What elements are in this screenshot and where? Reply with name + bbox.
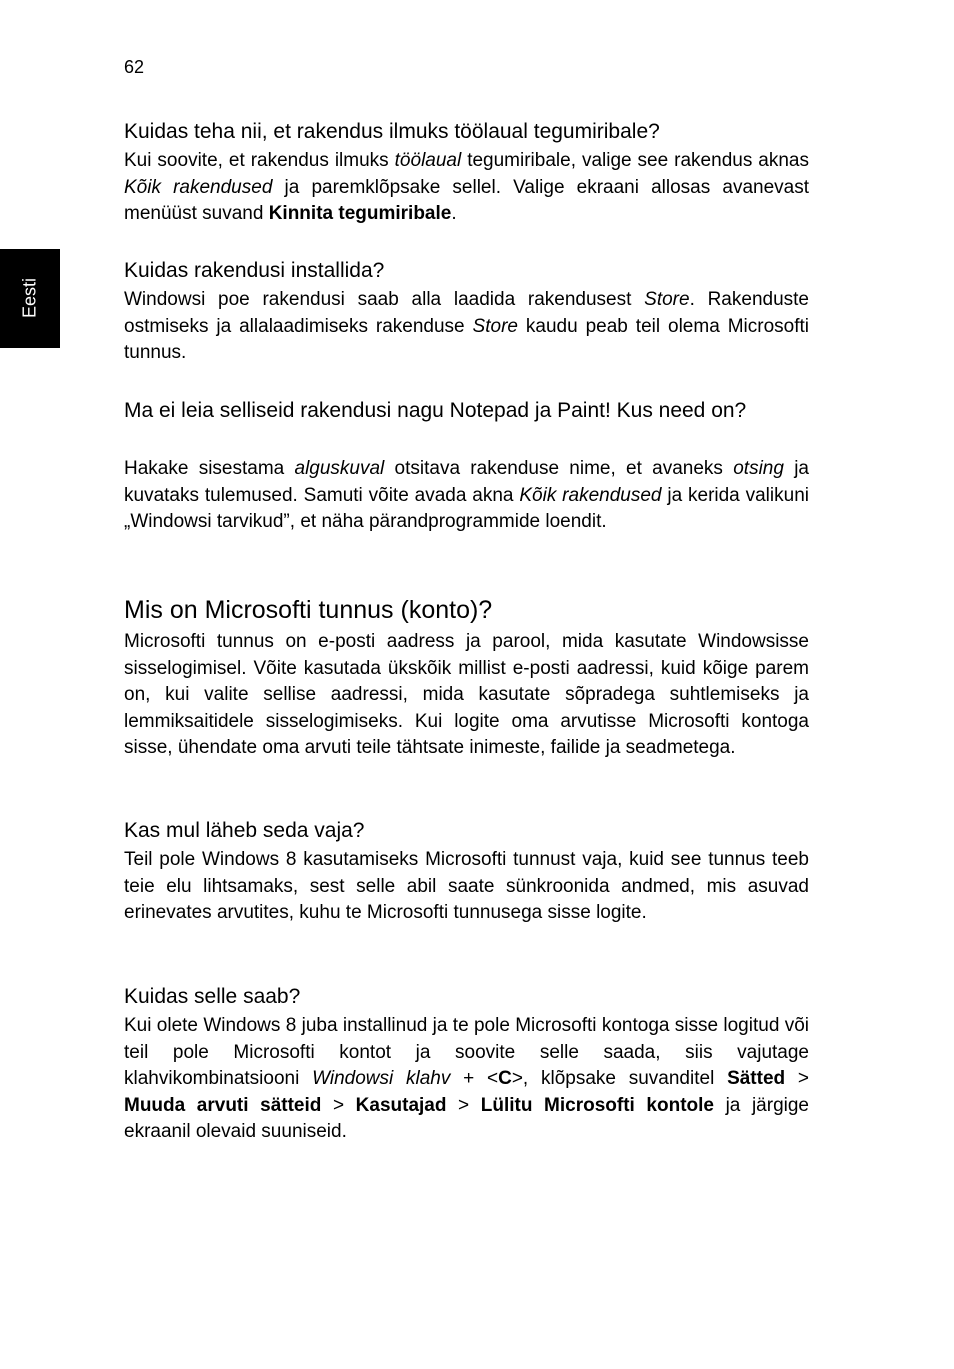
question-heading: Kuidas teha nii, et rakendus ilmuks töölaual tegumiribale? [124, 120, 660, 143]
italic-text-run: Store [472, 315, 518, 337]
answer-paragraph [124, 456, 809, 536]
text-run: Kui soovite, et rakendus ilmuks [124, 150, 395, 171]
text-run: > [446, 1094, 481, 1116]
text-run: Teil pole Windows 8 kasutamiseks Microsofti tunnust vaja, kuid see tunnus teeb teie elu lihtsamaks, sest selle abil saate sünkroonida andmed, mis asuvad erinevates arvutites, kuhu te Microsofti tunnusega sisse logite. [124, 849, 809, 923]
text-run: Microsofti tunnus on e-posti aadress ja parool, mida kasutate Windowsisse sisselogimisel. Võite kasutada ükskõik millist e-posti aadressi, kuid kõige parem on, kui valite sellise aadressi, mida kasutate sõpradega suhtlemiseks ja lemmiksaitidele sisselogimiseks. Kui logite oma arvutisse Microsofti kontoga sisse, ühendate oma arvuti teile tähtsate inimeste, failide ja seadmetega. [124, 631, 809, 758]
text-run: >, klõpsake suvanditel [511, 1068, 728, 1089]
question-heading: Kuidas selle saab? [124, 985, 301, 1008]
text-run: . Rakenduste ostmiseks ja allalaadimiseks rakenduse [124, 289, 809, 337]
answer-paragraph [124, 287, 809, 367]
question-heading: Kuidas rakendusi installida? [124, 259, 385, 282]
bold-text-run: Sätted [727, 1068, 786, 1089]
text-run: ja järgige ekraanil olevaid suuniseid. [124, 1094, 809, 1142]
italic-text-run: Kõik rakendused [519, 484, 662, 506]
answer-paragraph [124, 847, 809, 927]
bold-text-run: Lülitu Microsofti kontole [480, 1094, 714, 1116]
bold-text-run: Muuda arvuti sätteid [124, 1094, 322, 1116]
text-run: Kui olete Windows 8 juba installinud ja te pole Microsofti kontoga sisse logitud või teil pole Microsofti kontot ja soovite selle saada, siis vajutage klahvikombinatsiooni [124, 1015, 809, 1089]
section-paragraph [124, 629, 809, 762]
text-run: Hakake sisestama [124, 458, 295, 479]
text-run: tegumiribale, valige see rakendus aknas [461, 150, 809, 171]
text-run: Windowsi poe rakendusi saab alla laadida rakendusest [124, 289, 645, 310]
answer-paragraph [124, 1013, 809, 1146]
italic-text-run: otsing [733, 458, 784, 479]
text-run: ja paremklõpsake sellel. Valige ekraani allosas avanevast menüüst suvand [124, 176, 809, 224]
text-run: ja kerida valikuni „Windowsi tarvikud”, et näha pärandprogrammide loendit. [124, 484, 809, 532]
text-run: > [321, 1094, 356, 1116]
text-run: + < [450, 1068, 499, 1089]
text-run: > [785, 1068, 810, 1089]
page-number: 62 [124, 57, 145, 77]
italic-text-run: Kõik rakendused [124, 176, 273, 198]
italic-text-run: alguskuval [294, 458, 385, 479]
text-run: ja kuvataks tulemused. Samuti võite avada akna [124, 458, 809, 506]
language-side-tab [0, 249, 60, 348]
italic-text-run: Store [644, 289, 690, 310]
italic-text-run: Windowsi klahv [312, 1068, 451, 1089]
question-heading: Kas mul läheb seda vaja? [124, 819, 365, 842]
italic-text-run: töölaual [394, 150, 462, 171]
bold-text-run: Kasutajad [355, 1094, 447, 1116]
language-side-tab-label: Eesti [19, 277, 40, 319]
bold-text-run: Kinnita tegumiribale [268, 203, 452, 224]
text-run: otsitava rakenduse nime, et avaneks [384, 458, 734, 479]
text-run: . [451, 203, 457, 224]
bold-text-run: C [498, 1068, 512, 1089]
question-heading: Ma ei leia selliseid rakendusi nagu Notepad ja Paint! Kus need on? [124, 399, 747, 422]
section-heading: Mis on Microsofti tunnus (konto)? [124, 596, 493, 624]
text-run: kaudu peab teil olema Microsofti tunnus. [124, 315, 809, 363]
answer-paragraph [124, 148, 809, 228]
